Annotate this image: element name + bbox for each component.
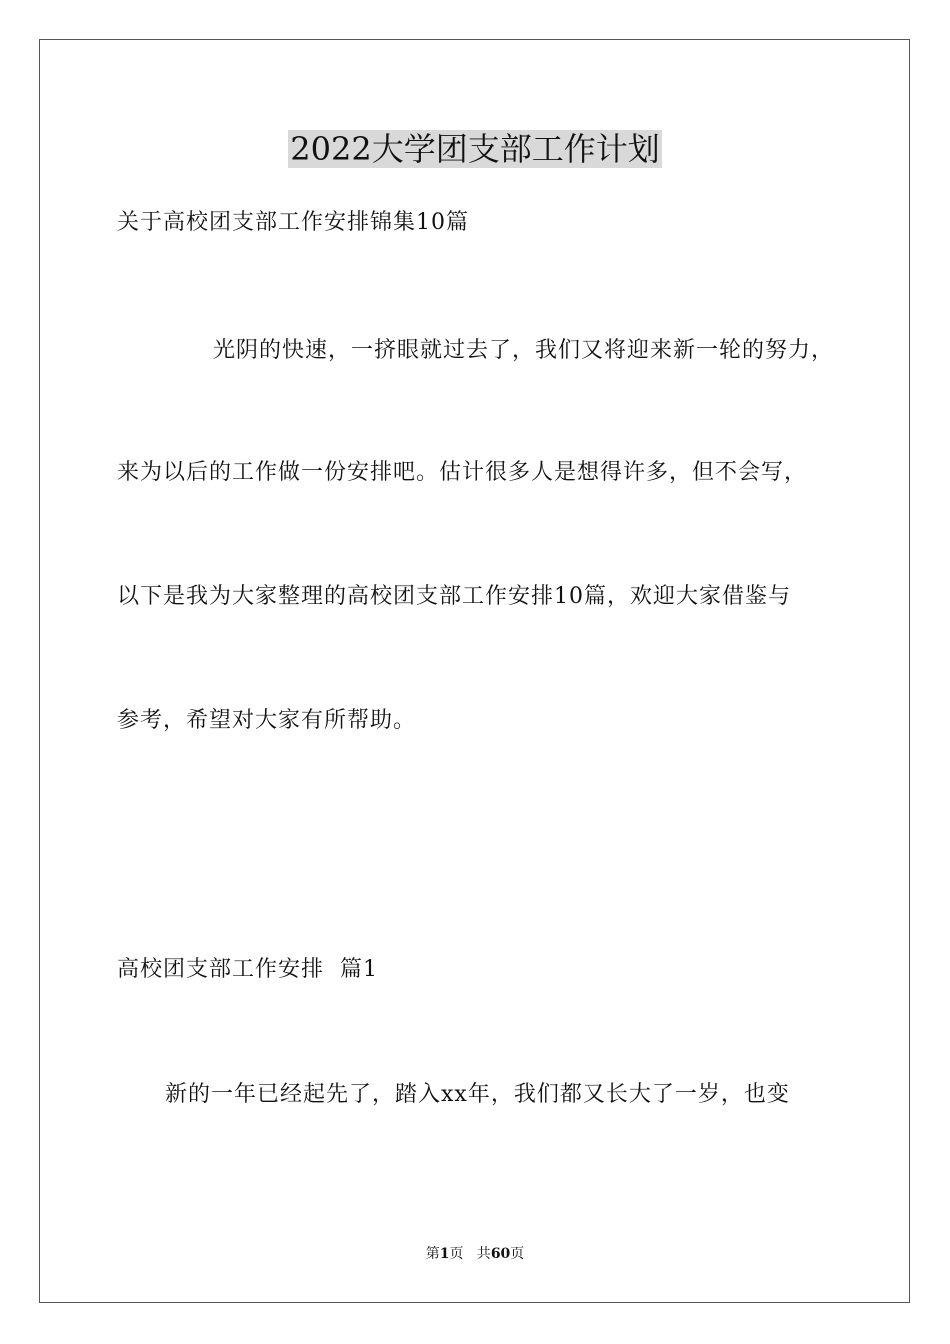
page-footer (0, 1244, 950, 1264)
footer-total-pages: 60 (490, 1246, 511, 1262)
footer-prefix: 第 (425, 1246, 440, 1262)
footer-suffix: 页 (510, 1246, 525, 1262)
section-heading: 高校团支部工作安排 篇1 (117, 957, 378, 982)
intro-line-2: 来为以后的工作做一份安排吧。估计很多人是想得许多，但不会写， (117, 460, 808, 485)
section-line-1: 新的一年已经起先了，踏入xx年，我们都又长大了一岁，也变 (165, 1082, 790, 1107)
intro-line-3: 以下是我为大家整理的高校团支部工作安排10篇，欢迎大家借鉴与 (117, 584, 791, 609)
footer-mid: 页 共 (449, 1246, 491, 1262)
intro-line-1: 光阴的快速，一挤眼就过去了，我们又将迎来新一轮的努力， (213, 338, 835, 363)
intro-line-4: 参考，希望对大家有所帮助。 (117, 708, 417, 733)
document-title (0, 126, 950, 172)
footer-current-page: 1 (439, 1246, 450, 1262)
document-subtitle: 关于高校团支部工作安排锦集10篇 (117, 210, 469, 235)
document-title-text: 2022大学团支部工作计划 (290, 130, 660, 168)
